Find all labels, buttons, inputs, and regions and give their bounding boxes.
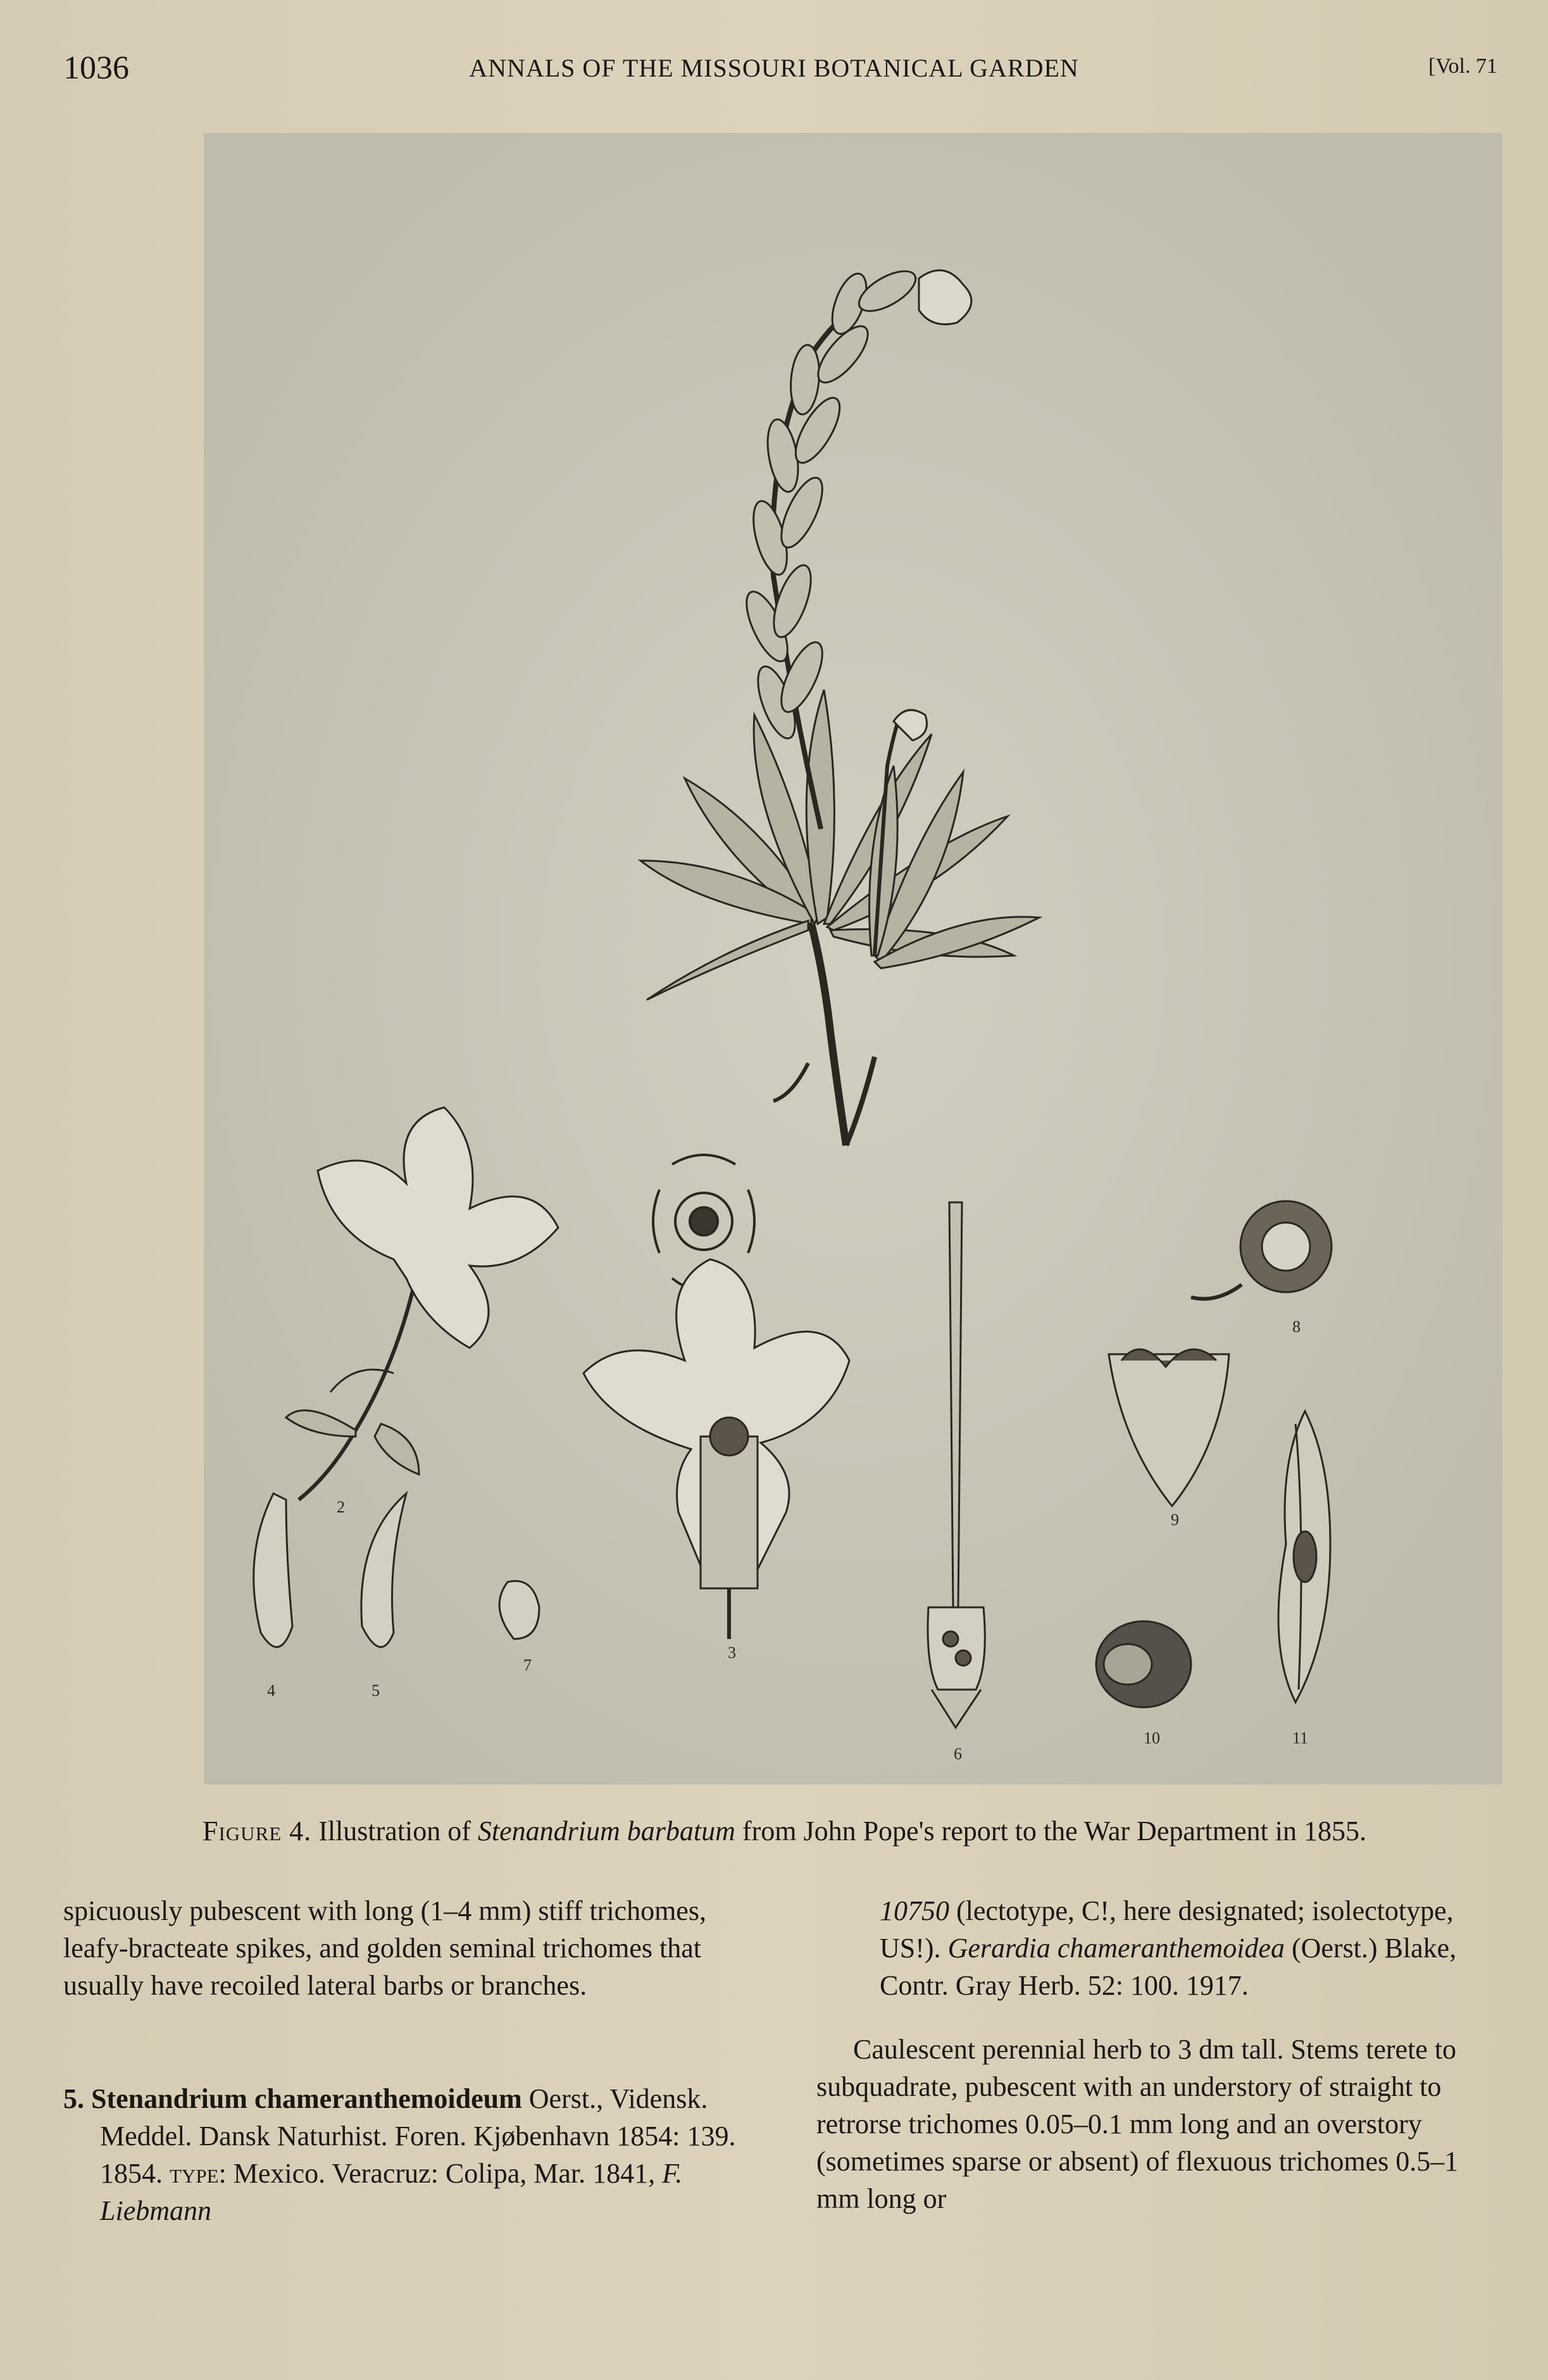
illustration-plate [204, 133, 1502, 1785]
collector-name: F. Liebmann [100, 2158, 683, 2226]
panel-label: 5 [371, 1681, 380, 1700]
species-author: Oerst., [528, 2083, 604, 2114]
panel-label: 7 [523, 1656, 532, 1674]
type-specimen-block [816, 1892, 1500, 2004]
panel-label: 8 [1292, 1318, 1301, 1336]
panel-label: 6 [954, 1745, 962, 1763]
figure-label: Figure 4. [203, 1816, 312, 1847]
synonym-citation: (Oerst.) Blake, Contr. Gray Herb. 52: 100. 1917. [880, 1933, 1457, 2001]
journal-title: ANNALS OF THE MISSOURI BOTANICAL GARDEN [469, 54, 1079, 82]
page-number: 1036 [63, 50, 129, 86]
species-citation: Vidensk. Meddel. Dansk Naturhist. Foren. Kjøbenhavn 1854: 139. 1854. [100, 2083, 736, 2189]
type-locality: Mexico. Veracruz: Colipa, Mar. 1841, [233, 2158, 656, 2189]
type-label: type: [170, 2158, 227, 2189]
panel-label: 10 [1144, 1729, 1160, 1747]
panel-label: 11 [1292, 1729, 1309, 1747]
specimen-number: 10750 [880, 1895, 949, 1926]
synonym-name: Gerardia chameranthemoidea [947, 1933, 1285, 1964]
paragraph-continued: spicuously pubescent with long (1–4 mm) stiff trichomes, leafy-bracteate spikes, and golden seminal trichomes that usually have recoiled lateral barbs or branches. [63, 1895, 706, 2001]
left-column [63, 1892, 766, 2229]
figure-caption [203, 1815, 1506, 1847]
species-description: Caulescent perennial herb to 3 dm tall. Stems terete to subquadrate, pubescent with an understory of straight to retrorse trichomes 0.05–0.1 mm long and an overstory (sometimes sparse or absent) of flexuous trichomes 0.5–1 mm long or [816, 2034, 1459, 2214]
lectotype-text: (lectotype, C!, here designated; isolectotype, US!). [880, 1895, 1454, 1964]
right-column [816, 1892, 1500, 2217]
species-entry [63, 2080, 766, 2229]
species-name: Stenandrium chameranthemoideum [91, 2083, 522, 2114]
panel-label: 4 [267, 1681, 275, 1700]
species-number: 5. [63, 2083, 84, 2114]
volume-label: [Vol. 71 [1428, 54, 1497, 78]
caption-taxon: Stenandrium barbatum [477, 1816, 735, 1847]
panel-label: 3 [728, 1643, 736, 1662]
panel-label: 9 [1171, 1511, 1179, 1529]
panel-label: 2 [337, 1498, 345, 1516]
caption-text-start: Illustration of [318, 1816, 471, 1847]
caption-text-end: from John Pope's report to the War Department in 1855. [742, 1816, 1366, 1847]
running-head [0, 49, 1548, 94]
botanical-illustration [204, 133, 1502, 1785]
